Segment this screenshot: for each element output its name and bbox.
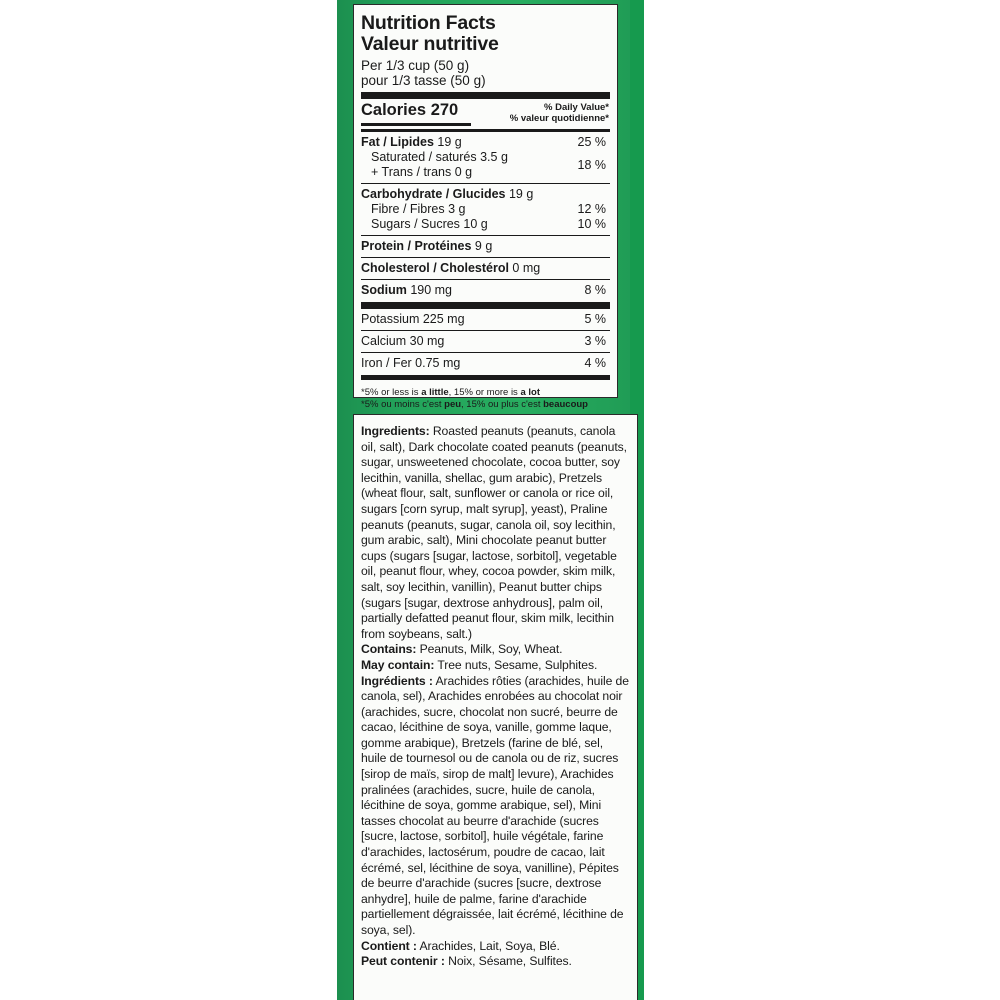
divider (361, 257, 610, 258)
iron-pct: 4 % (584, 356, 606, 370)
may-contain-body: Tree nuts, Sesame, Sulphites. (434, 657, 598, 672)
daily-value-fr: % valeur quotidienne* (509, 113, 609, 124)
sodium-pct: 8 % (584, 283, 606, 297)
carb-amount: 19 g (505, 187, 534, 201)
footnote-fr (361, 399, 610, 411)
footnote (361, 387, 610, 411)
daily-value-header (510, 102, 609, 124)
ingredients-panel (353, 414, 638, 1000)
divider (361, 183, 610, 184)
contient-fr (361, 939, 631, 955)
cholesterol-row (361, 261, 610, 276)
serving-size-fr: pour 1/3 tasse (50 g) (361, 73, 486, 88)
footnote-text: , 15% ou plus c'est (461, 399, 544, 410)
contient-body: Arachides, Lait, Soya, Blé. (416, 938, 560, 953)
divider (361, 123, 471, 126)
calories-label: Calories 270 (361, 101, 459, 119)
fat-amount: 19 g (433, 135, 462, 149)
ingredients-text (361, 424, 631, 970)
footnote-text: *5% ou moins c'est (361, 399, 445, 410)
fat-label: Fat / Lipides (361, 135, 434, 149)
divider (361, 235, 610, 236)
divider (361, 352, 610, 353)
protein-amount: 9 g (471, 239, 493, 253)
daily-value-en: % Daily Value* (544, 102, 609, 113)
fibre-label: Fibre / Fibres 3 g (371, 202, 466, 216)
may-contain-label: May contain: (361, 657, 435, 672)
sugars-label: Sugars / Sucres 10 g (371, 217, 488, 231)
footnote-bold: a lot (520, 387, 540, 398)
divider (361, 375, 610, 380)
contains-body: Peanuts, Milk, Soy, Wheat. (416, 642, 563, 657)
peut-contenir-fr (361, 954, 631, 970)
sodium-label: Sodium (361, 283, 407, 297)
calories-row (361, 99, 610, 129)
divider (361, 279, 610, 280)
cholesterol-label: Cholesterol / Cholestérol (361, 261, 509, 275)
contient-label: Contient : (361, 938, 417, 953)
potassium-label: Potassium 225 mg (361, 312, 465, 326)
iron-label: Iron / Fer 0.75 mg (361, 356, 461, 370)
divider (361, 129, 610, 132)
carb-row (361, 187, 610, 202)
contains-label: Contains: (361, 642, 417, 657)
fat-pct: 25 % (577, 135, 606, 149)
footnote-en (361, 387, 610, 399)
sodium-row (361, 283, 610, 298)
nutrition-title-en: Nutrition Facts (361, 12, 496, 34)
protein-row (361, 239, 610, 254)
footnote-bold: peu (444, 399, 462, 410)
peut-contenir-body: Noix, Sésame, Sulfites. (444, 954, 572, 969)
calcium-pct: 3 % (584, 334, 606, 348)
calcium-label: Calcium 30 mg (361, 334, 445, 348)
cholesterol-amount: 0 mg (508, 261, 541, 275)
potassium-pct: 5 % (584, 312, 606, 326)
footnote-text: *5% or less is (361, 387, 422, 398)
may-contain-en (361, 658, 631, 674)
fat-row (361, 135, 610, 150)
ingredients-en-label: Ingredients: (361, 424, 430, 438)
ingredients-fr-label: Ingrédients : (361, 673, 433, 688)
peut-contenir-label: Peut contenir : (361, 954, 445, 969)
serving-size-en: Per 1/3 cup (50 g) (361, 58, 470, 73)
nutrition-title-fr: Valeur nutritive (361, 33, 499, 55)
footnote-text: , 15% or more is (448, 387, 521, 398)
divider (361, 330, 610, 331)
contains-en (361, 642, 631, 658)
protein-label: Protein / Protéines (361, 239, 472, 253)
iron-row (361, 356, 610, 371)
divider (361, 92, 610, 99)
potassium-row (361, 312, 610, 327)
footnote-bold: a little (421, 387, 449, 398)
sugars-row (361, 217, 610, 232)
ingredients-fr-body: Arachides rôties (arachides, huile de canola, sel), Arachides enrobées au chocolat noir (arachides, sucre, chocolat non sucré, beurre de cacao, lécithine de soya, vanille, gomme laque, gomme arabique), Bretzels (farine de blé, sel, huile de tournesol ou de canola ou de riz, sucres [sirop de maïs, sirop de malt] levure), Arachides pralinées (arachides, sucre, huile de canola, lécithine de soya, gomme arabique, sel), Mini tasses chocolat au beurre d'arachide (sucres [sucre, lactose, sorbitol], huile végétale, farine d'arachides, lactosérum, poudre de cacao, lait écrémé, sel, lécithine de soya, vanilline), Pépites de beurre d'arachide (sucres [sucre, dextrose anhydre], huile de palme, farine d'arachide partiellement dégraissée, lait écrémé, lécithine de soya, sel). (361, 673, 629, 937)
divider (361, 302, 610, 309)
trans-row (361, 165, 610, 180)
sugars-pct: 10 % (577, 217, 606, 231)
saturated-label: Saturated / saturés 3.5 g (371, 150, 508, 164)
ingredients-en (361, 424, 631, 642)
fibre-pct: 12 % (577, 202, 606, 216)
ingredients-en-body: Roasted peanuts (peanuts, canola oil, salt), Dark chocolate coated peanuts (peanuts, sugar, unsweetened chocolate, cocoa butter, soy lecithin, vanilla, shellac, gum arabic), Pretzels (wheat flour, salt, sunflower or canola or rice oil, sugars [corn syrup, malt syrup], yeast), Praline peanuts (peanuts, sugar, canola oil, soy lecithin, gum arabic, salt), Mini chocolate peanut butter cups (sugars [sugar, lactose, sorbitol], vegetable oil, peanut flour, whey, cocoa powder, skim milk, salt, soy lecithin, vanillin), Peanut butter chips (sugars [sugar, dextrose anhydrous], palm oil, partially defatted peanut flour, skim milk, lecithin from soybeans, salt.) (361, 424, 627, 641)
ingredients-fr (361, 674, 631, 939)
calcium-row (361, 334, 610, 349)
nutrition-facts-panel (353, 4, 618, 410)
sat-trans-pct: 18 % (577, 158, 606, 172)
footnote-bold: beaucoup (543, 399, 588, 410)
fibre-row (361, 202, 610, 217)
carb-label: Carbohydrate / Glucides (361, 187, 506, 201)
trans-label: + Trans / trans 0 g (371, 165, 473, 179)
sodium-amount: 190 mg (406, 283, 453, 297)
